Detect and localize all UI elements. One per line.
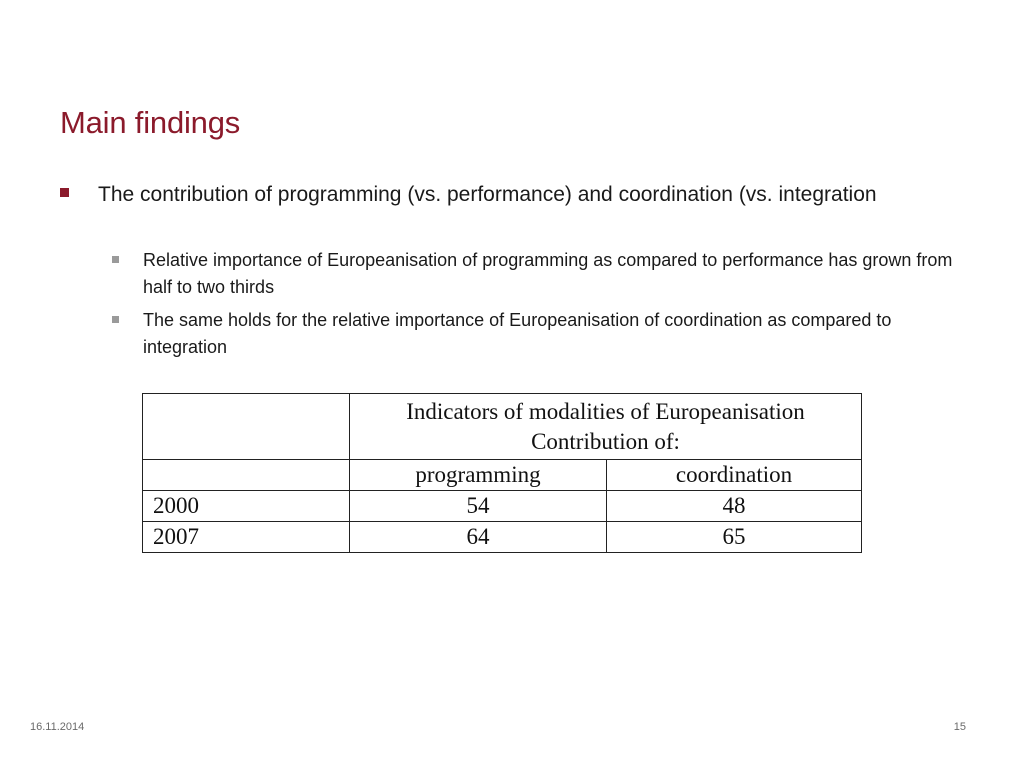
table-empty-cell (143, 394, 350, 460)
table-header-line2: Contribution of: (531, 429, 680, 454)
small-square-bullet-icon (112, 316, 119, 323)
main-bullet-text: The contribution of programming (vs. performance) and coordination (vs. integration (98, 183, 877, 206)
cell-coordination: 48 (607, 491, 862, 522)
table-row (143, 522, 862, 553)
table-column-row (143, 460, 862, 491)
table-header-row (143, 394, 862, 460)
square-bullet-icon (60, 188, 69, 197)
slide-title: Main findings (60, 105, 241, 140)
small-square-bullet-icon (112, 256, 119, 263)
footer-date: 16.11.2014 (30, 721, 85, 733)
table-empty-cell (143, 460, 350, 491)
cell-coordination: 65 (607, 522, 862, 553)
row-year: 2007 (143, 522, 350, 553)
cell-programming: 64 (350, 522, 607, 553)
table-header-line1: Indicators of modalities of Europeanisation (406, 399, 805, 424)
page-number: 15 (953, 721, 966, 733)
main-bullet (60, 180, 960, 209)
cell-programming: 54 (350, 491, 607, 522)
column-header-programming: programming (350, 460, 607, 491)
row-year: 2000 (143, 491, 350, 522)
table-row (143, 491, 862, 522)
column-header-coordination: coordination (607, 460, 862, 491)
sub-bullet-text: The same holds for the relative importance of Europeanisation of coordination as compared to integration (143, 310, 892, 357)
sub-bullet-text: Relative importance of Europeanisation of programming as compared to performance has grown from half to two thirds (143, 250, 953, 297)
table-header-cell (350, 394, 862, 460)
sub-bullet-2 (112, 307, 972, 361)
europeanisation-table (142, 393, 862, 553)
sub-bullet-1 (112, 247, 972, 301)
